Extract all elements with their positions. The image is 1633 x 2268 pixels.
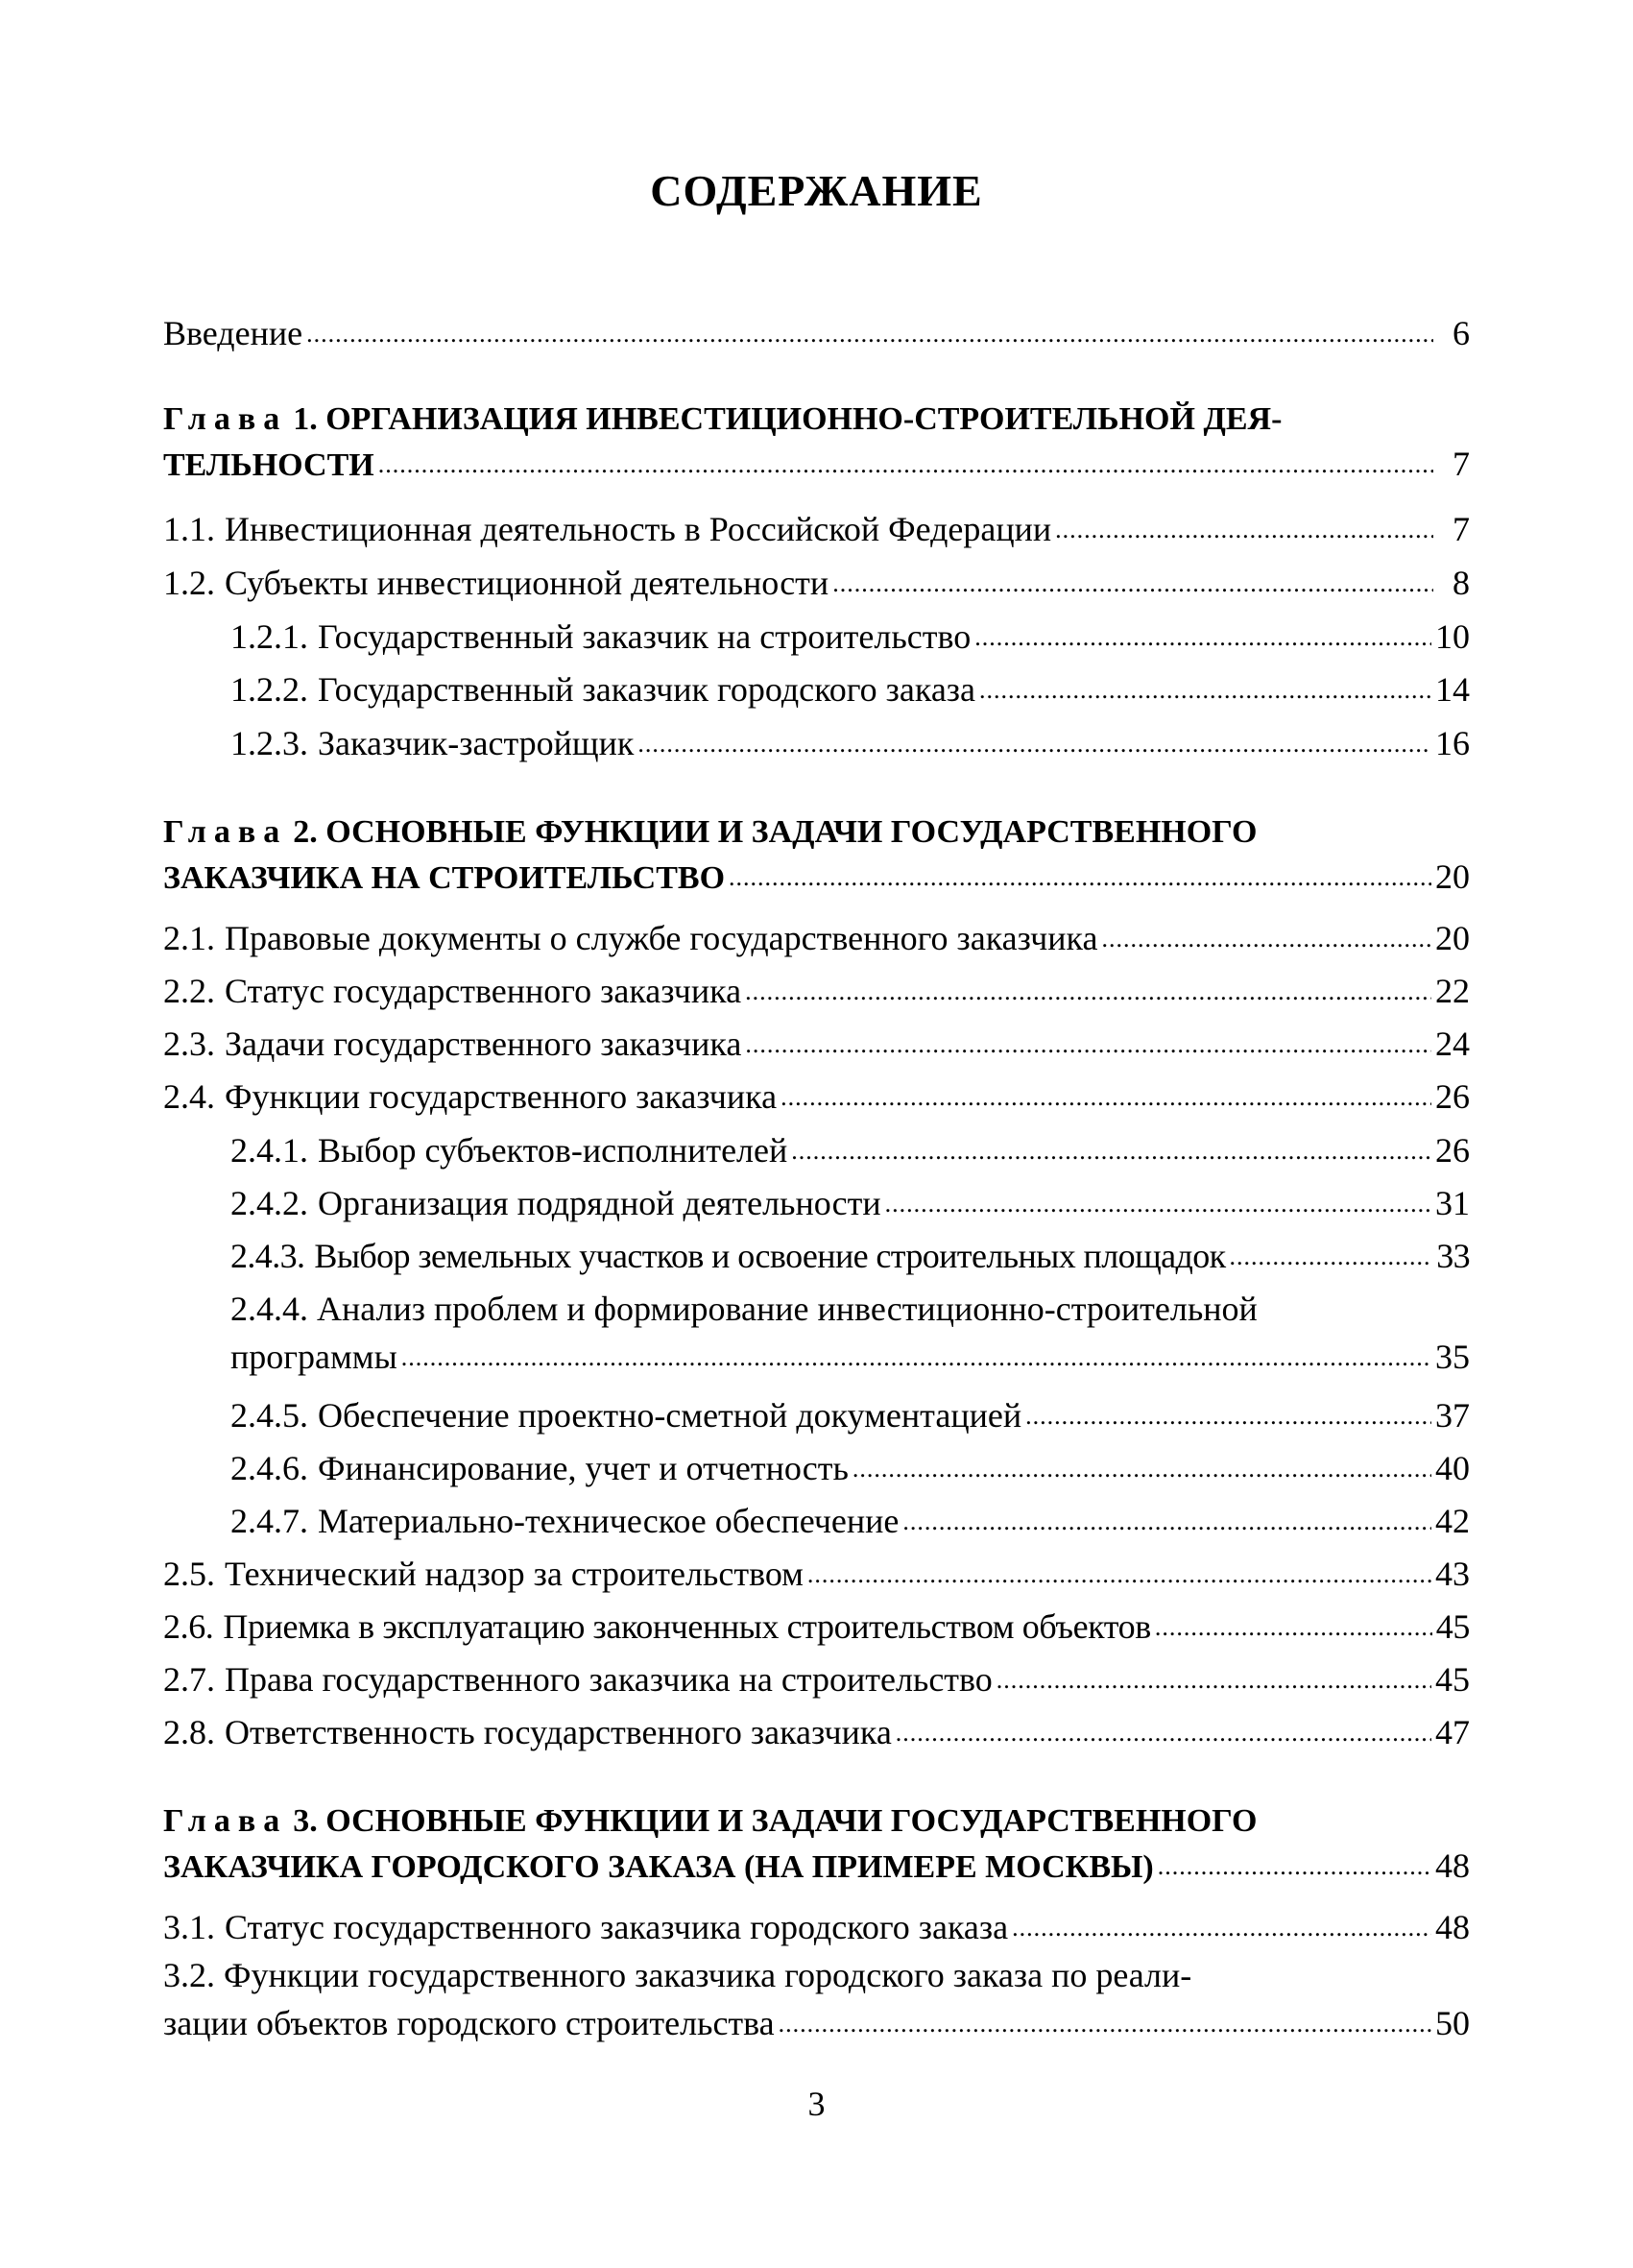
toc-entry-page: 40 xyxy=(1435,1449,1470,1487)
toc-entry-3-2-line2[interactable] xyxy=(0,1999,1633,2047)
toc-entry-number: 2.4.4. xyxy=(230,1290,308,1328)
toc-entry-page: 20 xyxy=(1435,857,1470,896)
toc-entry-3-1[interactable] xyxy=(0,1903,1633,1951)
dot-leader xyxy=(729,854,1431,902)
dot-leader xyxy=(1101,915,1431,963)
toc-entry-2-1[interactable] xyxy=(0,914,1633,962)
dot-leader xyxy=(1055,506,1433,554)
toc-entry-page: 20 xyxy=(1435,919,1470,957)
page-title: СОДЕРЖАНИЕ xyxy=(650,166,983,215)
toc-entry-text: Задачи государственного заказчика xyxy=(225,1025,742,1063)
chapter1-heading-line2[interactable] xyxy=(0,440,1633,488)
toc-entry-1-2[interactable] xyxy=(0,559,1633,607)
dot-leader xyxy=(637,720,1431,768)
toc-entry-number: 2.3. xyxy=(163,1025,215,1063)
dot-leader xyxy=(1158,1843,1431,1891)
toc-entry-page: 50 xyxy=(1435,2004,1470,2042)
toc-entry-intro[interactable] xyxy=(0,309,1633,357)
toc-entry-text-cont: зации объектов городского строительства xyxy=(163,2004,775,2042)
toc-entry-page: 24 xyxy=(1435,1025,1470,1063)
toc-entry-number: 1.2.2. xyxy=(230,670,308,709)
toc-entry-text: Организация подрядной деятельности xyxy=(318,1184,881,1222)
toc-entry-page: 42 xyxy=(1435,1502,1470,1540)
toc-entry-number: 3.2. xyxy=(163,1956,215,1994)
toc-entry-page: 43 xyxy=(1435,1555,1470,1593)
toc-entry-number: 2.1. xyxy=(163,919,215,957)
toc-entry-2-4[interactable] xyxy=(0,1073,1633,1121)
dot-leader xyxy=(779,2000,1431,2048)
toc-entry-1-1[interactable] xyxy=(0,505,1633,553)
toc-entry-text: Выбор субъектов-исполнителей xyxy=(318,1131,788,1170)
toc-entry-text: Государственный заказчик на строительство xyxy=(318,617,972,656)
dot-leader xyxy=(745,968,1431,1016)
toc-entry-number: 1.2.3. xyxy=(230,724,308,762)
toc-entry-page: 48 xyxy=(1435,1846,1470,1885)
toc-entry-text: Ответственность государственного заказчика xyxy=(225,1713,892,1751)
dot-leader xyxy=(974,614,1431,662)
dot-leader xyxy=(401,1334,1431,1382)
toc-entry-text: Правовые документы о службе государственного заказчика xyxy=(225,919,1098,957)
chapter2-heading-line2[interactable] xyxy=(0,853,1633,901)
dot-leader xyxy=(780,1074,1431,1122)
toc-entry-number: 2.2. xyxy=(163,972,215,1010)
chapter-label: Глава xyxy=(163,814,288,850)
toc-entry-text: Субъекты инвестиционной деятельности xyxy=(225,564,829,602)
toc-entry-text: Права государственного заказчика на строительство xyxy=(225,1660,993,1699)
toc-entry-page: 47 xyxy=(1435,1713,1470,1751)
dot-leader xyxy=(1230,1233,1433,1281)
chapter-label: Глава xyxy=(163,401,288,437)
toc-entry-number: 2.4. xyxy=(163,1077,215,1116)
toc-entry-page: 48 xyxy=(1435,1908,1470,1946)
toc-entry-text: Инвестиционная деятельность в Российской Федерации xyxy=(225,510,1052,548)
toc-entry-1-2-1[interactable] xyxy=(0,613,1633,661)
toc-entry-2-5[interactable] xyxy=(0,1550,1633,1598)
dot-leader xyxy=(853,1445,1431,1493)
dot-leader xyxy=(885,1180,1431,1228)
chapter2-heading-line1[interactable] xyxy=(163,808,1257,857)
dot-leader xyxy=(745,1021,1431,1069)
dot-leader xyxy=(306,310,1433,358)
toc-entry-number: 2.4.6. xyxy=(230,1449,308,1487)
toc-entry-page: 26 xyxy=(1435,1131,1470,1170)
toc-entry-text: Финансирование, учет и отчетность xyxy=(318,1449,849,1487)
toc-entry-page: 45 xyxy=(1435,1607,1470,1646)
chapter-title: 3. ОСНОВНЫЕ ФУНКЦИИ И ЗАДАЧИ ГОСУДАРСТВЕННОГО xyxy=(293,1803,1258,1839)
toc-entry-text: Заказчик-застройщик xyxy=(318,724,635,762)
toc-entry-2-4-4-line1[interactable] xyxy=(230,1285,1258,1333)
chapter-title: 2. ОСНОВНЫЕ ФУНКЦИИ И ЗАДАЧИ ГОСУДАРСТВЕННОГО xyxy=(293,814,1258,850)
dot-leader xyxy=(832,560,1433,608)
toc-entry-page: 35 xyxy=(1435,1338,1470,1376)
toc-entry-text: Государственный заказчик городского заказа xyxy=(318,670,976,709)
dot-leader xyxy=(378,441,1433,489)
toc-entry-page: 10 xyxy=(1435,617,1470,656)
toc-entry-text-cont: программы xyxy=(230,1338,397,1376)
toc-entry-page: 7 xyxy=(1453,445,1470,483)
dot-leader xyxy=(1025,1392,1431,1440)
toc-entry-number: 2.4.3. xyxy=(230,1237,305,1275)
toc-entry-page: 45 xyxy=(1435,1660,1470,1699)
toc-entry-text: Статус государственного заказчика городского заказа xyxy=(225,1908,1009,1946)
toc-entry-2-4-1[interactable] xyxy=(0,1126,1633,1174)
toc-entry-text: Введение xyxy=(163,314,303,352)
toc-entry-number: 3.1. xyxy=(163,1908,215,1946)
toc-entry-number: 2.4.7. xyxy=(230,1502,308,1540)
toc-entry-2-4-3[interactable] xyxy=(0,1232,1633,1280)
toc-entry-page: 31 xyxy=(1435,1184,1470,1222)
chapter-title-cont: ЗАКАЗЧИКА НА СТРОИТЕЛЬСТВО xyxy=(163,860,726,896)
toc-entry-2-3[interactable] xyxy=(0,1020,1633,1068)
chapter3-heading-line1[interactable] xyxy=(163,1798,1257,1846)
toc-entry-page: 37 xyxy=(1435,1396,1470,1435)
toc-entry-number: 1.2.1. xyxy=(230,617,308,656)
toc-entry-page: 33 xyxy=(1436,1237,1470,1275)
chapter3-heading-line2[interactable] xyxy=(0,1842,1633,1890)
toc-entry-text: Технический надзор за строительством xyxy=(225,1555,804,1593)
toc-entry-2-4-2[interactable] xyxy=(0,1179,1633,1227)
toc-entry-2-2[interactable] xyxy=(0,967,1633,1015)
toc-entry-2-4-4-line2[interactable] xyxy=(0,1333,1633,1381)
toc-entry-2-4-6[interactable] xyxy=(0,1444,1633,1492)
toc-entry-text: Функции государственного заказчика xyxy=(225,1077,778,1116)
toc-entry-number: 2.7. xyxy=(163,1660,215,1699)
dot-leader xyxy=(896,1709,1431,1757)
toc-entry-3-2-line1[interactable] xyxy=(163,1951,1191,1999)
toc-entry-page: 8 xyxy=(1453,564,1470,602)
dot-leader xyxy=(1155,1604,1432,1652)
chapter-title-cont: ЗАКАЗЧИКА ГОРОДСКОГО ЗАКАЗА (НА ПРИМЕРЕ МОСКВЫ) xyxy=(163,1849,1154,1885)
toc-entry-number: 1.1. xyxy=(163,510,215,548)
toc-entry-page: 22 xyxy=(1435,972,1470,1010)
toc-entry-2-6[interactable] xyxy=(0,1603,1633,1651)
toc-entry-page: 26 xyxy=(1435,1077,1470,1116)
toc-entry-1-2-2[interactable] xyxy=(0,665,1633,713)
dot-leader xyxy=(902,1498,1431,1546)
toc-entry-number: 2.5. xyxy=(163,1555,215,1593)
toc-entry-page: 7 xyxy=(1453,510,1470,548)
toc-entry-page: 16 xyxy=(1435,724,1470,762)
toc-entry-text: Анализ проблем и формирование инвестиционно-строительной xyxy=(317,1290,1258,1328)
chapter-title-cont: ТЕЛЬНОСТИ xyxy=(163,447,374,483)
toc-entry-2-4-7[interactable] xyxy=(0,1497,1633,1545)
toc-entry-1-2-3[interactable] xyxy=(0,719,1633,767)
chapter-label: Глава xyxy=(163,1803,288,1839)
toc-entry-page: 14 xyxy=(1435,670,1470,709)
chapter-title: 1. ОРГАНИЗАЦИЯ ИНВЕСТИЦИОННО-СТРОИТЕЛЬНОЙ ДЕЯ- xyxy=(293,401,1283,437)
dot-leader xyxy=(979,666,1431,714)
page-number: 3 xyxy=(807,2085,826,2123)
toc-entry-number: 2.4.1. xyxy=(230,1131,308,1170)
toc-entry-number: 2.8. xyxy=(163,1713,215,1751)
toc-entry-2-8[interactable] xyxy=(0,1708,1633,1756)
dot-leader xyxy=(997,1656,1431,1704)
dot-leader xyxy=(1012,1904,1431,1952)
toc-entry-text: Выбор земельных участков и освоение строительных площадок xyxy=(314,1237,1226,1275)
toc-entry-number: 2.4.5. xyxy=(230,1396,308,1435)
toc-entry-page: 6 xyxy=(1453,314,1470,352)
toc-entry-number: 2.4.2. xyxy=(230,1184,308,1222)
toc-entry-text: Приемка в эксплуатацию законченных строительством объектов xyxy=(223,1607,1151,1646)
chapter1-heading-line1[interactable] xyxy=(163,396,1282,444)
toc-entry-number: 1.2. xyxy=(163,564,215,602)
dot-leader xyxy=(791,1127,1431,1175)
toc-entry-number: 2.6. xyxy=(163,1607,214,1646)
toc-entry-text: Статус государственного заказчика xyxy=(225,972,742,1010)
toc-entry-2-4-5[interactable] xyxy=(0,1391,1633,1439)
dot-leader xyxy=(807,1551,1431,1599)
toc-entry-text: Материально-техническое обеспечение xyxy=(318,1502,900,1540)
toc-entry-text: Функции государственного заказчика городского заказа по реали- xyxy=(224,1956,1192,1994)
toc-entry-text: Обеспечение проектно-сметной документацией xyxy=(318,1396,1022,1435)
toc-entry-2-7[interactable] xyxy=(0,1655,1633,1703)
